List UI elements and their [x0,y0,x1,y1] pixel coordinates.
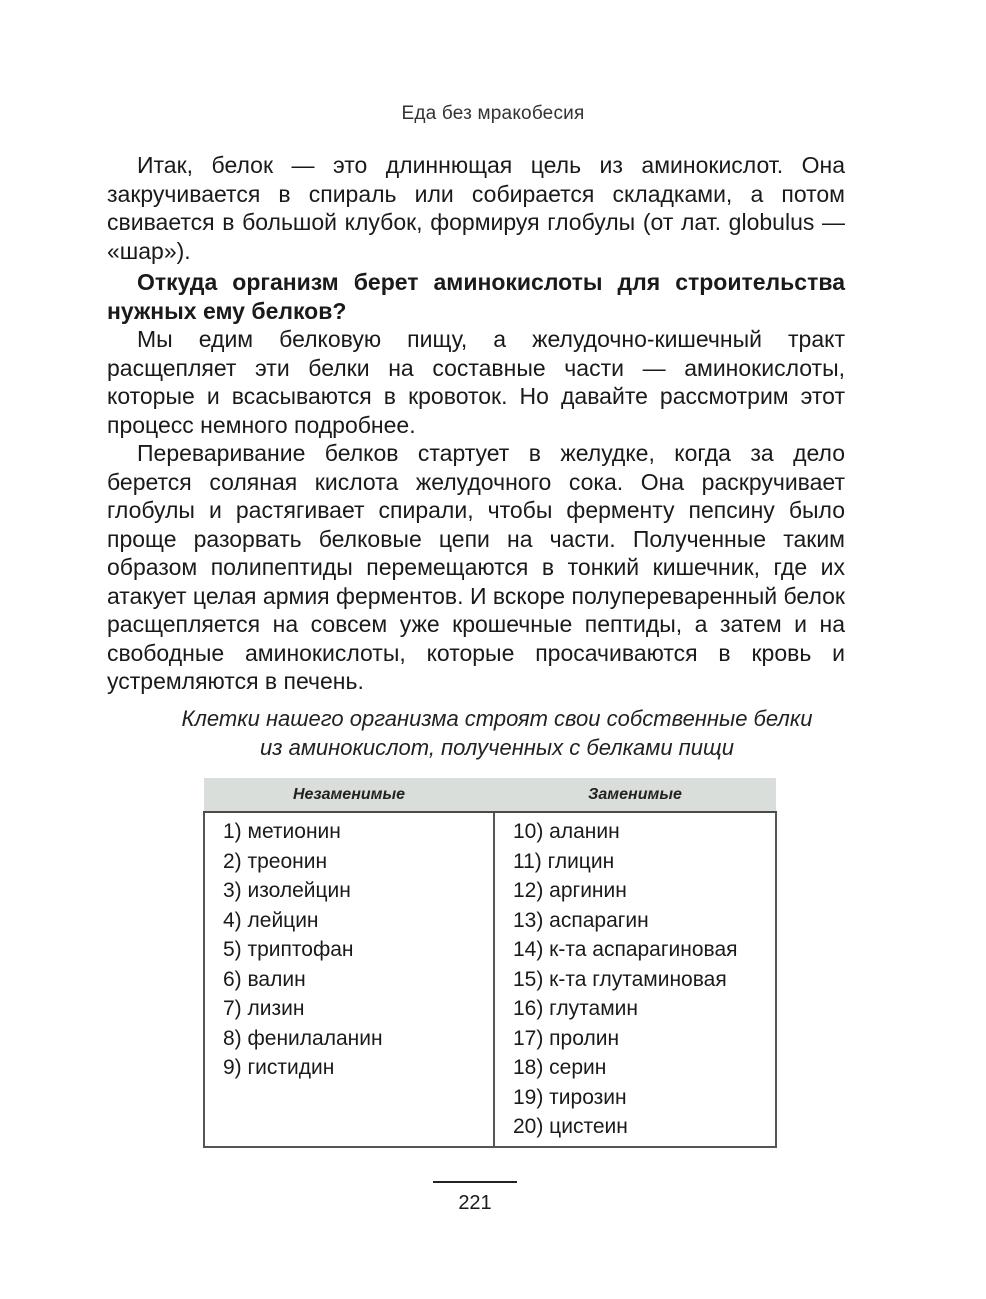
amino-acid-item: 6) валин [223,967,306,991]
table-caption [107,704,887,762]
amino-acid-item: 16) глутамин [513,997,638,1020]
amino-acid-item: 13) аспарагин [513,908,649,932]
body-text [107,151,845,696]
nonessential-list [494,812,776,1147]
amino-acid-item: 1) метионин [223,820,341,843]
amino-acid-item: 5) триптофан [223,938,354,961]
page-number: 221 [458,1192,492,1214]
amino-acid-item: 12) аргинин [513,879,627,902]
page-number-rule [433,1181,517,1183]
amino-acid-item: 7) лизин [223,997,305,1020]
amino-acid-item: 20) цистеин [513,1115,628,1138]
paragraph: Итак, белок — это длиннющая цель из аминокислот. Она закручивается в спираль или собирается складками, а потом свивается в большой клубок, формируя глобулы (от лат. globulus — «шар»). [107,152,845,264]
caption-line: из аминокислот, полученных с белками пищи [260,735,734,760]
caption-line: Клетки нашего организма строят свои собственные белки [181,706,813,731]
essential-list [204,812,494,1147]
amino-acid-item: 10) аланин [513,820,620,843]
amino-acid-item: 11) глицин [513,849,615,873]
amino-acids-table [203,778,777,1148]
amino-acid-item: 17) пролин [513,1026,620,1050]
amino-acid-item: 15) к-та глутаминовая [513,967,727,991]
paragraph: Переваривание белков стартует в желудке, когда за дело берется соляная кислота желудочного сока. Она раскручивает глобулы и растягивает спирали, чтобы ферменту пепсину было проще разорвать белковые цепи на части. Полученные таким образом полипептиды перемещаются в тонкий кишечник, где их атакует целая армия ферментов. И вскоре полупереваренный белок расщепляется на совсем уже крошечные пептиды, а затем и на свободные аминокислоты, которые просачиваются в кровь и устремляются в печень. [107,440,845,694]
running-head: Еда без мракобесия [401,103,585,124]
header-essential: Незаменимые [204,778,494,812]
amino-acid-item: 18) серин [513,1056,607,1079]
section-question-heading: Откуда организм берет аминокислоты для строительства нужных ему белков? [107,269,845,324]
amino-acid-item: 4) лейцин [223,908,319,932]
amino-acid-item: 14) к-та аспарагиновая [513,938,738,961]
paragraph: Мы едим белковую пищу, а желудочно-кишечный тракт расщепляет эти белки на составные части — аминокислоты, которые и всасываются в кровоток. Но давайте рассмотрим этот процесс немного подробнее. [107,326,845,438]
amino-acid-item: 3) изолейцин [223,879,351,902]
amino-acid-item: 9) гистидин [223,1056,335,1079]
amino-acid-item: 2) треонин [223,849,328,873]
amino-acid-item: 8) фенилаланин [223,1026,383,1050]
header-nonessential: Заменимые [494,778,776,812]
amino-acid-item: 19) тирозин [513,1085,627,1109]
